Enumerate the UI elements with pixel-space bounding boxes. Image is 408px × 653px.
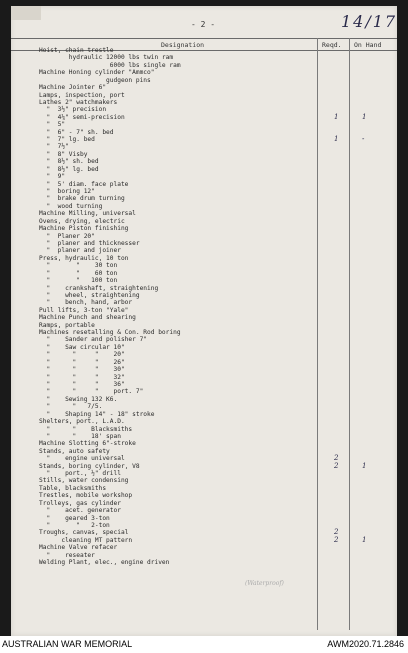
item-row: " planer and joiner (39, 247, 121, 255)
item-row: " wheel, straightening (39, 291, 140, 299)
quantity-row (318, 381, 388, 388)
item-row: " brake drum turning (39, 195, 125, 203)
quantity-row (318, 537, 388, 544)
item-row: Stands, auto safety (39, 447, 110, 455)
item-row: Machine Punch and shearing (39, 314, 136, 322)
quantity-row (318, 47, 388, 54)
item-row: " reseater (39, 551, 95, 559)
item-row: " 8½" sh. bed (39, 158, 99, 166)
item-row: " 7½" (39, 143, 69, 151)
quantity-row (318, 270, 388, 277)
reqd-value: 2 (334, 535, 339, 544)
item-row: " Sander and polisher 7" (39, 336, 148, 344)
quantity-row (318, 374, 388, 381)
item-row: Hoist, chain trestle (39, 47, 114, 54)
item-row: Pull lifts, 3-ton "Yale" (39, 306, 129, 314)
quantity-row (318, 240, 388, 247)
item-row: " 8½" lg. bed (39, 165, 99, 173)
page-number: - 2 - (191, 20, 216, 29)
quantity-row (318, 440, 388, 447)
quantity-row (318, 225, 388, 232)
quantity-column (318, 47, 388, 567)
item-row: " " " 20" (39, 351, 125, 359)
quantity-row (318, 92, 388, 99)
item-row: " Sewing 132 K6. (39, 395, 118, 403)
quantity-row (318, 181, 388, 188)
quantity-row (318, 195, 388, 202)
quantity-row (318, 522, 388, 529)
item-row: Ovens, drying, electric (39, 217, 125, 225)
item-row: " 7" lg. bed (39, 136, 95, 144)
quantity-row (318, 544, 388, 551)
item-row: " " Blacksmiths (39, 425, 133, 433)
footer-catalog-id: AWM2020.71.2846 (327, 639, 404, 649)
item-row: hydraulic 12000 lbs twin ram (39, 54, 174, 62)
handwritten-reference: 14/17 (341, 12, 398, 31)
item-row: " " 60 ton (39, 269, 118, 277)
quantity-row (318, 433, 388, 440)
item-row: cleaning MT pattern (39, 536, 133, 544)
item-row: " bench, hand, arbor (39, 299, 133, 307)
quantity-row (318, 99, 388, 106)
quantity-row (318, 507, 388, 514)
item-row: " 5' diam. face plate (39, 180, 129, 188)
on-hand-header: On Hand (354, 41, 382, 49)
reqd-value: 2 (334, 461, 339, 470)
quantity-row (318, 166, 388, 173)
quantity-row (318, 84, 388, 91)
designation-list (39, 47, 329, 567)
item-row: Stands, boring cylinder, V8 (39, 462, 140, 470)
item-row: " " 7/5. (39, 403, 103, 411)
quantity-row (318, 515, 388, 522)
item-row: 6000 lbs single ram (39, 61, 181, 69)
item-row: " engine universal (39, 455, 125, 463)
item-row: Machine Slotting 6"-stroke (39, 440, 136, 448)
item-row: " Shaping 14" - 18" stroke (39, 410, 155, 418)
item-row: " " 100 ton (39, 277, 118, 285)
quantity-row (318, 151, 388, 158)
item-row: " acet. generator (39, 507, 121, 515)
quantity-row (318, 69, 388, 76)
item-row: " boring 12" (39, 188, 95, 196)
item-row: " 3½" precision (39, 106, 107, 114)
quantity-row (318, 158, 388, 165)
quantity-row (318, 285, 388, 292)
quantity-row (318, 173, 388, 180)
quantity-row (318, 233, 388, 240)
quantity-row (318, 492, 388, 499)
reqd-header: Reqd. (322, 41, 342, 49)
item-row: " " 18' span (39, 432, 121, 440)
item-row: Shelters, port., L.A.D. (39, 418, 125, 426)
quantity-row (318, 418, 388, 425)
item-row: " 9" (39, 173, 66, 181)
footer-bar (0, 636, 408, 653)
quantity-row (318, 485, 388, 492)
item-row: " " " 30" (39, 366, 125, 374)
item-row: Troughs, canvas, special (39, 529, 129, 537)
quantity-row (318, 277, 388, 284)
item-row: " geared 3-ton (39, 514, 110, 522)
item-row: Trestles, mobile workshop (39, 492, 133, 500)
quantity-row (318, 54, 388, 61)
item-row: Trolleys, gas cylinder (39, 499, 121, 507)
quantity-row (318, 62, 388, 69)
quantity-row (318, 500, 388, 507)
on-hand-value: 1 (362, 461, 367, 470)
item-row: Welding Plant, elec., engine driven (39, 559, 170, 567)
item-row: " wood turning (39, 202, 103, 210)
header-top-rule (11, 38, 397, 39)
quantity-row (318, 114, 388, 121)
quantity-row (318, 470, 388, 477)
quantity-row (318, 388, 388, 395)
quantity-row (318, 448, 388, 455)
quantity-row (318, 106, 388, 113)
item-row: " 8" Visby (39, 150, 88, 158)
quantity-row (318, 455, 388, 462)
item-row: Machines resetalling & Con. Rod boring (39, 329, 181, 337)
designation-header: Designation (161, 41, 205, 49)
item-row: " " " 32" (39, 373, 125, 381)
item-row: Ramps, portable (39, 321, 95, 329)
quantity-row (318, 559, 388, 566)
quantity-row (318, 188, 388, 195)
quantity-row (318, 247, 388, 254)
item-row: Lamps, inspection, port (39, 91, 125, 99)
quantity-row (318, 262, 388, 269)
item-row: " " 30 ton (39, 262, 118, 270)
quantity-row (318, 396, 388, 403)
item-row: " Planer 20" (39, 232, 95, 240)
item-row: " crankshaft, straightening (39, 284, 159, 292)
quantity-row (318, 403, 388, 410)
quantity-row (318, 552, 388, 559)
quantity-row (318, 255, 388, 262)
item-row: Machine Milling, universal (39, 210, 136, 218)
item-row: " " " 36" (39, 380, 125, 388)
item-row: Machine Jointer 6" (39, 84, 107, 92)
quantity-row (318, 477, 388, 484)
torn-corner (11, 6, 41, 20)
quantity-row (318, 322, 388, 329)
reqd-value: 2 (334, 454, 339, 463)
quantity-row (318, 307, 388, 314)
item-row: " " " 26" (39, 358, 125, 366)
item-row: " " 2-ton (39, 522, 110, 529)
item-row: Press, hydraulic, 10 ton (39, 254, 129, 262)
item-row: " 6" - 7" sh. bed (39, 128, 114, 136)
reqd-value: 2 (334, 528, 339, 537)
item-row: " Saw circular 10" (39, 343, 125, 351)
footer-source: AUSTRALIAN WAR MEMORIAL (2, 639, 133, 649)
quantity-row (318, 426, 388, 433)
item-row: " " " port. 7" (39, 388, 144, 396)
quantity-row (318, 359, 388, 366)
item-row: " planer and thicknesser (39, 239, 140, 247)
quantity-row (318, 463, 388, 470)
margin-note: (Waterproof) (245, 580, 284, 587)
quantity-row (318, 136, 388, 143)
quantity-row (318, 218, 388, 225)
quantity-row (318, 292, 388, 299)
quantity-row (318, 344, 388, 351)
reqd-value: 1 (334, 112, 339, 121)
quantity-row (318, 121, 388, 128)
on-hand-value: 1 (362, 112, 367, 121)
reqd-value: 1 (334, 135, 339, 144)
on-hand-value: 1 (362, 535, 367, 544)
quantity-row (318, 210, 388, 217)
item-row: Machine Piston finishing (39, 225, 129, 233)
item-row: gudgeon pins (39, 76, 151, 84)
quantity-row (318, 329, 388, 336)
item-row: Stills, water condensing (39, 477, 129, 485)
quantity-row (318, 143, 388, 150)
item-row: Table, blacksmiths (39, 484, 107, 492)
item-row: Lathes 2" watchmakers (39, 98, 118, 106)
quantity-row (318, 351, 388, 358)
quantity-row (318, 411, 388, 418)
on-hand-value: - (362, 135, 365, 144)
quantity-row (318, 314, 388, 321)
quantity-row (318, 129, 388, 136)
quantity-row (318, 336, 388, 343)
item-row: " 5" (39, 121, 66, 129)
quantity-row (318, 299, 388, 306)
item-row: " 4¼" semi-precision (39, 113, 125, 121)
quantity-row (318, 77, 388, 84)
item-row: Machine Honing cylinder "Ammco" (39, 69, 155, 77)
item-row: " port., ½" drill (39, 470, 121, 478)
quantity-row (318, 366, 388, 373)
quantity-row (318, 203, 388, 210)
quantity-row (318, 529, 388, 536)
item-row: Machine Valve refacer (39, 544, 118, 552)
